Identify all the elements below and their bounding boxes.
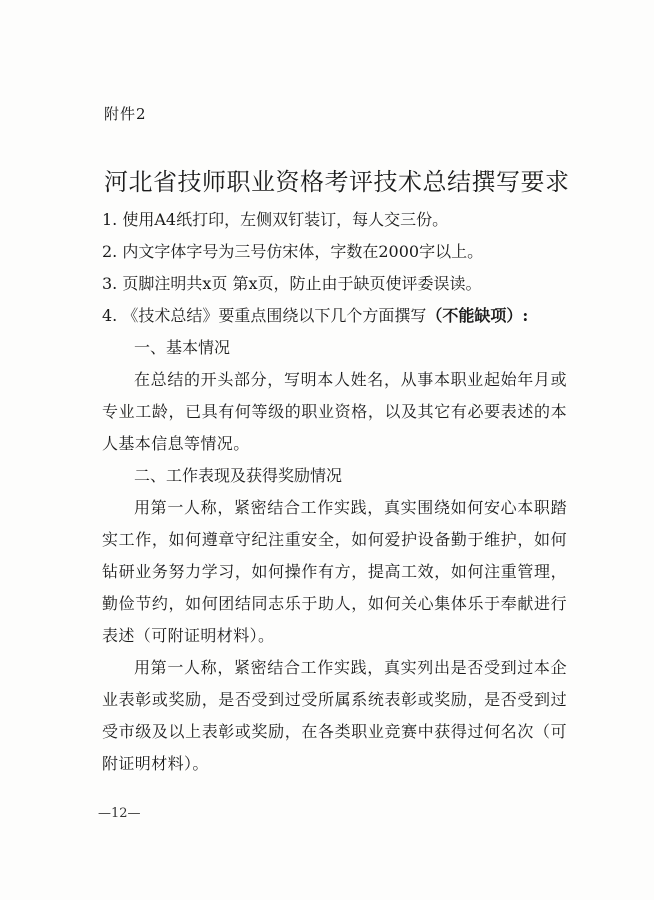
requirement-item-text: 1. 使用A4纸打印，左侧双钉装订，每人交三份。 — [102, 210, 449, 229]
section-paragraph: 在总结的开头部分，写明本人姓名，从事本职业起始年月或专业工龄，已具有何等级的职业资格，以及其它有必要表述的本人基本信息等情况。 — [102, 370, 567, 453]
section-heading-work-performance: 二、工作表现及获得奖励情况 — [134, 466, 343, 485]
annex-label: 附件2 — [104, 105, 147, 123]
section-paragraph: 用第一人称，紧密结合工作实践，真实列出是否受到过本企业表彰或奖励，是否受到过受所属系统表彰或奖励，是否受到过受市级及以上表彰或奖励，在各类职业竞赛中获得过何名次（可附证明材料）。 — [102, 658, 567, 773]
requirement-item-text: 4. 《技术总结》要重点围绕以下几个方面撰写 — [102, 306, 427, 325]
section-paragraph: 用第一人称，紧密结合工作实践，真实围绕如何安心本职踏实工作，如何遵章守纪注重安全，如何爱护设备勤于维护，如何钻研业务努力学习，如何操作有方，提高工效，如何注重管理，勤俭节约，如何团结同志乐于助人，如何关心集体乐于奉献进行表述（可附证明材料）。 — [102, 498, 567, 645]
page-number: —12— — [98, 806, 141, 821]
requirement-item-4 — [102, 300, 567, 332]
requirement-item-1 — [102, 204, 567, 236]
document-title: 河北省技师职业资格考评技术总结撰写要求 — [104, 168, 570, 197]
requirement-item-text: 3. 页脚注明共x页 第x页，防止由于缺页使评委误读。 — [102, 274, 482, 293]
mandatory-note: （不能缺项）: — [426, 306, 529, 325]
requirement-item-2 — [102, 236, 567, 268]
document-body — [102, 204, 567, 780]
section-heading-basic-info: 一、基本情况 — [134, 338, 231, 357]
requirement-item-3 — [102, 268, 567, 300]
requirement-item-text: 2. 内文字体字号为三号仿宋体，字数在2000字以上。 — [102, 242, 484, 261]
